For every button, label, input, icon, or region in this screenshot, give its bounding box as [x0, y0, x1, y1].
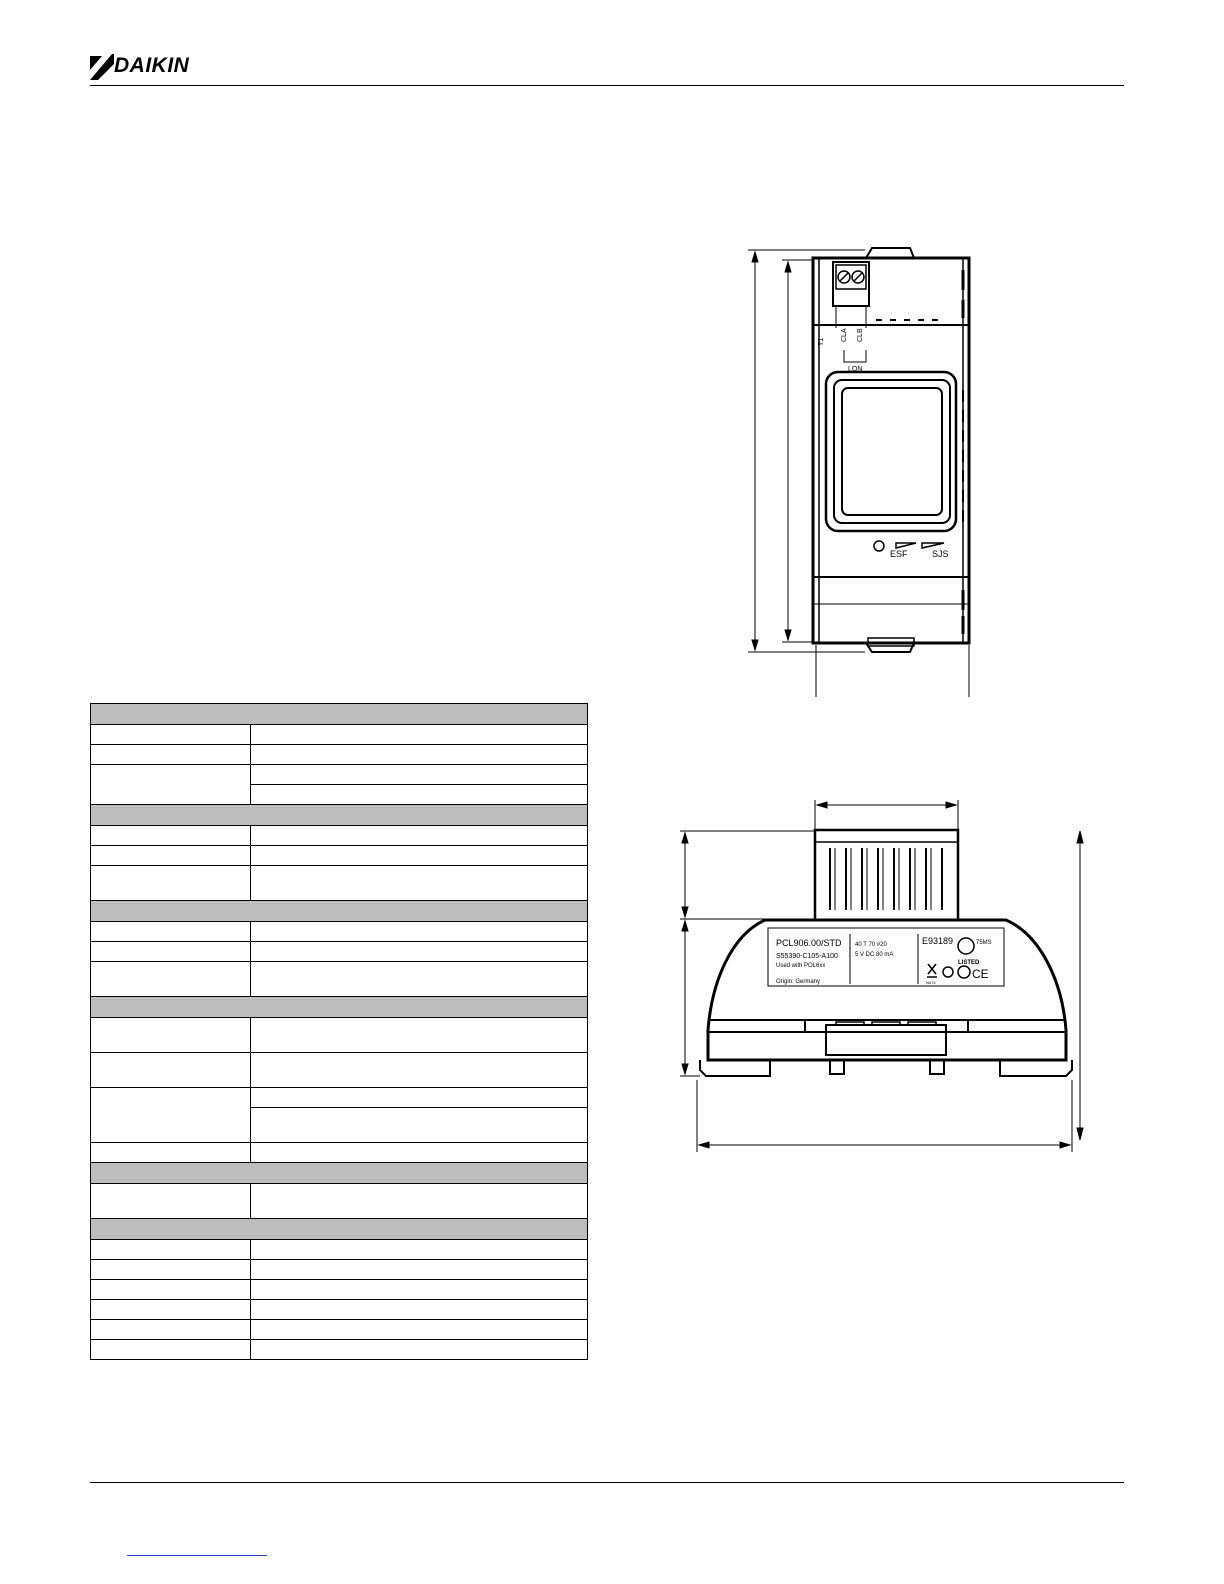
label-part: S55390-C105-A100 — [776, 953, 838, 960]
front-view-drawing — [748, 248, 969, 697]
label-origin: Origin: Germany — [776, 979, 821, 985]
footer-rule — [90, 1482, 1124, 1483]
button-label-sjs: SJS — [932, 549, 949, 559]
label-cert-id: E93189 — [922, 936, 954, 946]
terminal-label-cla: CLA — [841, 328, 848, 342]
label-small-code: N474 — [926, 980, 936, 985]
label-listed: LISTED — [958, 960, 980, 966]
terminal-label-t1: T1 — [818, 337, 825, 346]
label-rating-2: 5 V DC 80 mA — [855, 952, 894, 958]
label-rating-1: 40 T 70 #20 — [855, 942, 887, 948]
label-used-with: Used with POL6xx — [776, 963, 826, 969]
top-view-drawing — [680, 800, 1083, 1152]
label-ce-mark: CE — [972, 967, 989, 981]
footer-link-underline[interactable] — [127, 1555, 267, 1556]
label-ul-code: 75MS — [976, 940, 992, 946]
terminal-label-clb: CLB — [857, 328, 864, 342]
brand-name: DAIKIN — [114, 54, 190, 77]
button-label-esf: ESF — [890, 549, 908, 559]
label-model: PCL906.00/STD — [776, 938, 842, 948]
bus-label: LON — [848, 366, 863, 373]
